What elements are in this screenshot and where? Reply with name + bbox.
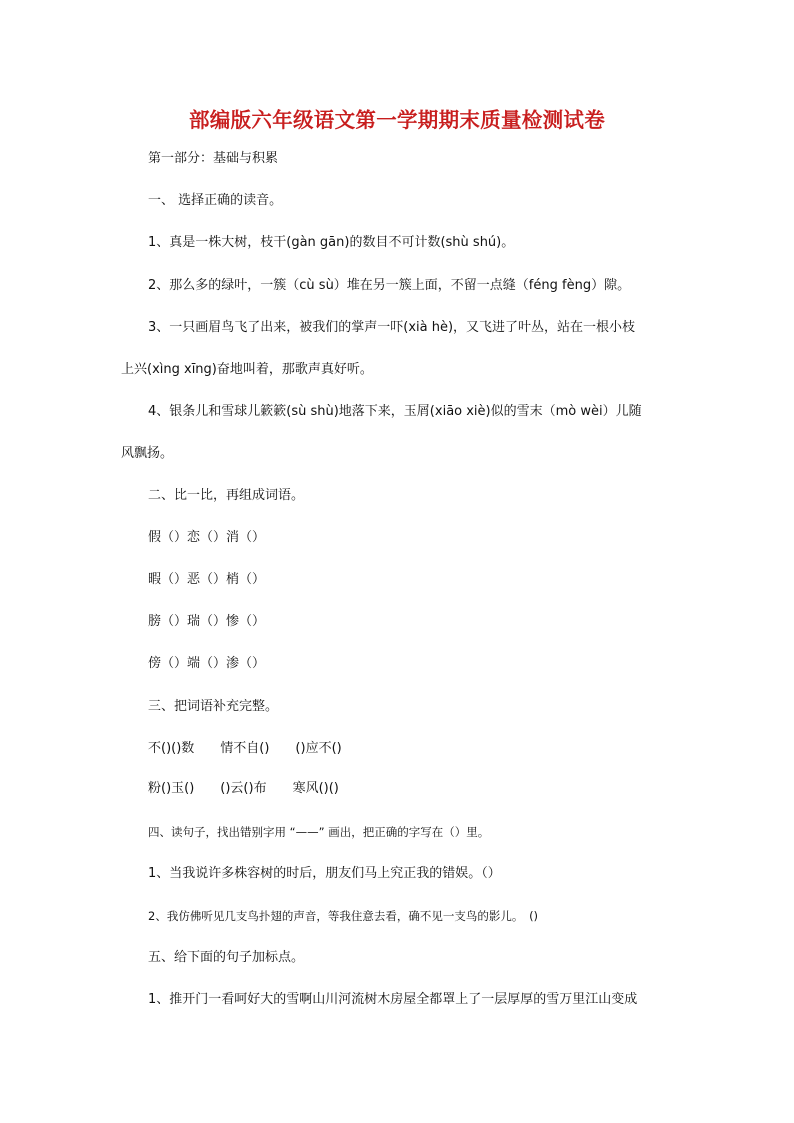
- section-4-question-2: 2、我仿佛听见几支鸟扑翅的声音，等我住意去看，确不见一支鸟的影儿。 (): [148, 909, 539, 923]
- section-1-question-4-line-1: 4、银条儿和雪球儿簌簌(sù shù)地落下来，玉屑(xiāo xiè)似的雪末（mò wèi）儿随: [148, 404, 642, 419]
- section-1-question-1: 1、真是一株大树，枝干(gàn gān)的数目不可计数(shù shú)。: [148, 235, 515, 250]
- compare-row: 傍（）端（）渗（）: [148, 656, 266, 671]
- section-1-question-3-line-2: 上兴(xìng xīng)奋地叫着，那歌声真好听。: [121, 362, 373, 377]
- section-4-question-1: 1、当我说许多株容树的时后，朋友们马上究正我的错娱。（）: [148, 866, 501, 881]
- compare-row: 暇（）恶（）梢（）: [148, 572, 266, 587]
- compare-row: 膀（）瑞（）惨（）: [148, 614, 266, 629]
- section-1-heading: 一、 选择正确的读音。: [148, 193, 283, 208]
- section-3-heading: 三、把词语补充完整。: [148, 699, 279, 714]
- section-4-heading: 四、读句子，找出错别字用 “——” 画出，把正确的字写在（）里。: [148, 825, 490, 839]
- part-heading: 第一部分：基础与积累: [148, 151, 279, 166]
- section-5-heading: 五、给下面的句子加标点。: [148, 950, 305, 965]
- section-1-question-4-line-2: 风飘扬。: [121, 446, 174, 461]
- idiom-row-2: 粉()玉() ()云()布 寒风()(): [148, 781, 339, 796]
- compare-row: 假（）恋（）消（）: [148, 530, 266, 545]
- idiom-row-1: 不()()数 情不自() ()应不(): [148, 741, 342, 756]
- section-2-heading: 二、比一比，再组成词语。: [148, 488, 305, 503]
- section-1-question-2: 2、那么多的绿叶，一簇（cù sù）堆在另一簇上面，不留一点缝（féng fèng）隙。: [148, 278, 631, 293]
- section-1-question-3-line-1: 3、一只画眉鸟飞了出来，被我们的掌声一吓(xià hè)，又飞进了叶丛，站在一根小枝: [148, 320, 636, 335]
- page-title: 部编版六年级语文第一学期期末质量检测试卷: [189, 108, 605, 132]
- section-5-question-1: 1、推开门一看呵好大的雪啊山川河流树木房屋全都罩上了一层厚厚的雪万里江山变成: [148, 992, 638, 1007]
